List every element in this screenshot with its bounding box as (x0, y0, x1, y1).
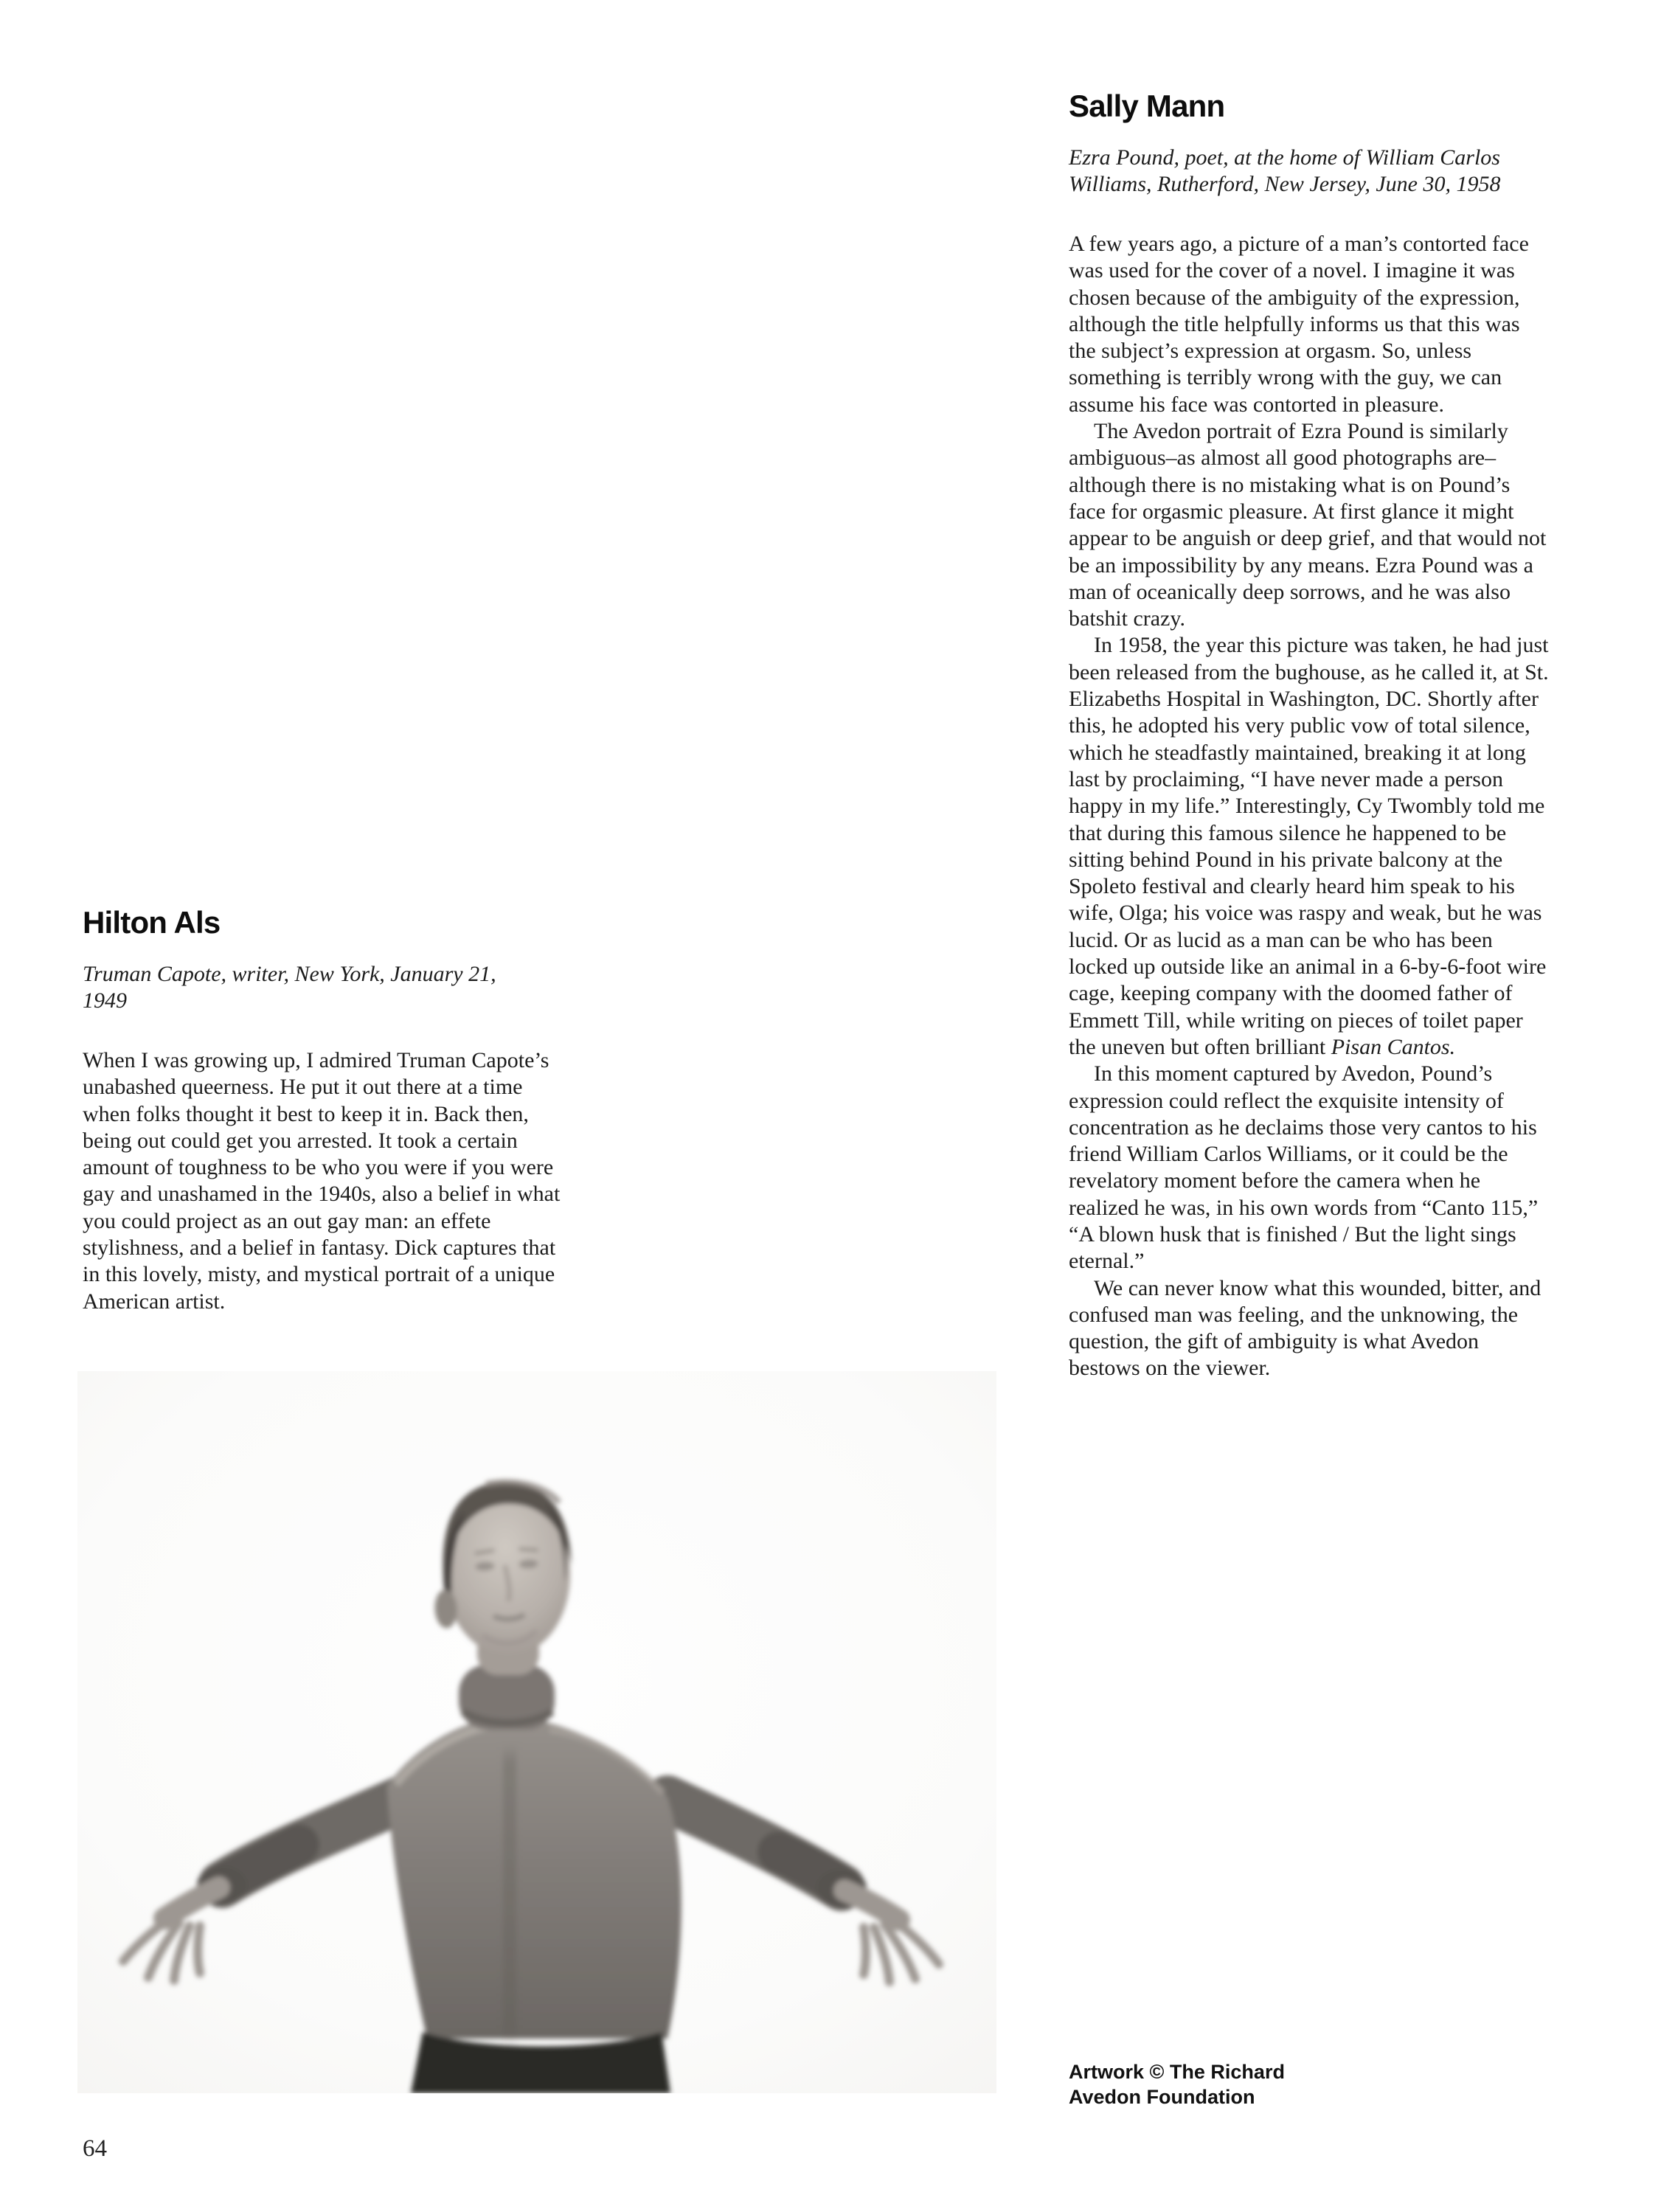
artwork-credit (1069, 2059, 1285, 2109)
credit-line: Avedon Foundation (1069, 2086, 1255, 2108)
capote-photo-figure (77, 1371, 996, 2093)
right-article-caption (1069, 145, 1557, 198)
left-article-body (83, 1047, 566, 1315)
paragraph: We can never know what this wounded, bitter, and confused man was feeling, and the unknowing, the question, the gift of ambiguity is what Avedon bestows on the viewer. (1069, 1275, 1542, 1381)
credit-line: Artwork © The Richard (1069, 2061, 1285, 2083)
italic-work-title: Pisan Cantos. (1331, 1034, 1456, 1059)
right-article-author: Sally Mann (1069, 89, 1225, 123)
caption-line: Ezra Pound, poet, at the home of William Carlos (1069, 145, 1500, 170)
caption-line: Truman Capote, writer, New York, January 21, (83, 962, 496, 986)
paragraph: A few years ago, a picture of a man’s contorted face was used for the cover of a novel. I imagine it was chosen because of the ambiguity of the expression, although the title helpfully informs us that this was the subject’s expression at orgasm. So, unless something is terribly wrong with the guy, we can assume his face was contorted in pleasure. (1069, 232, 1529, 417)
caption-line: 1949 (83, 988, 127, 1013)
paragraph: In this moment captured by Avedon, Pound’s expression could reflect the exquisite intensity of concentration as he declaims those very cantos to his friend William Carlos Williams, or it could be the revelatory moment before the camera when he realized he was, in his own words from “Canto 115,” “A blown husk that is finished / But the light sings eternal.” (1069, 1061, 1539, 1274)
left-article (83, 907, 569, 1315)
page-number: 64 (83, 2135, 107, 2162)
caption-line: Williams, Rutherford, New Jersey, June 30, 1958 (1069, 172, 1501, 196)
right-article-body (1069, 231, 1552, 1382)
capote-photograph (77, 1371, 996, 2093)
right-article (1069, 91, 1557, 1382)
paragraph: The Avedon portrait of Ezra Pound is similarly ambiguous–as almost all good photographs are–although there is no mistaking what is on Pound’s face for orgasmic pleasure. At first glance it might appear to be anguish or deep grief, and that would not be an impossibility by any means. Ezra Pound was a man of oceanically deep sorrows, and he was also batshit crazy. (1069, 419, 1547, 631)
paragraph: When I was growing up, I admired Truman Capote’s unabashed queerness. He put it out there at a time when folks thought it best to keep it in. Back then, being out could get you arrested. It took a certain amount of toughness to be who you were if you were gay and unashamed in the 1940s, also a belief in what you could project as an out gay man: an effete stylishness, and a belief in fantasy. Dick captures that in this lovely, misty, and mystical portrait of a unique American artist. (83, 1048, 561, 1314)
left-article-caption (83, 961, 569, 1014)
paragraph: In 1958, the year this picture was taken, he had just been released from the bughouse, as he called it, at St. Elizabeths Hospital in Washington, DC. Shortly after this, he adopted his very public vow of total silence, which he steadfastly maintained, breaking it at long last by proclaiming, “I have never made a person happy in my life.” Interestingly, Cy Twombly told me that during this famous silence he happened to be sitting behind Pound in his private balcony at the Spoleto festival and clearly heard him speak to his wife, Olga; his voice was raspy and weak, but he was lucid. Or as lucid as a man can be who has been locked up outside like an animal in a 6-by-6-foot wire cage, keeping company with the doomed father of Emmett Till, while writing on pieces of toilet paper the uneven but often brilliant Pisan Cantos. (1069, 633, 1549, 1059)
left-article-author: Hilton Als (83, 905, 221, 940)
